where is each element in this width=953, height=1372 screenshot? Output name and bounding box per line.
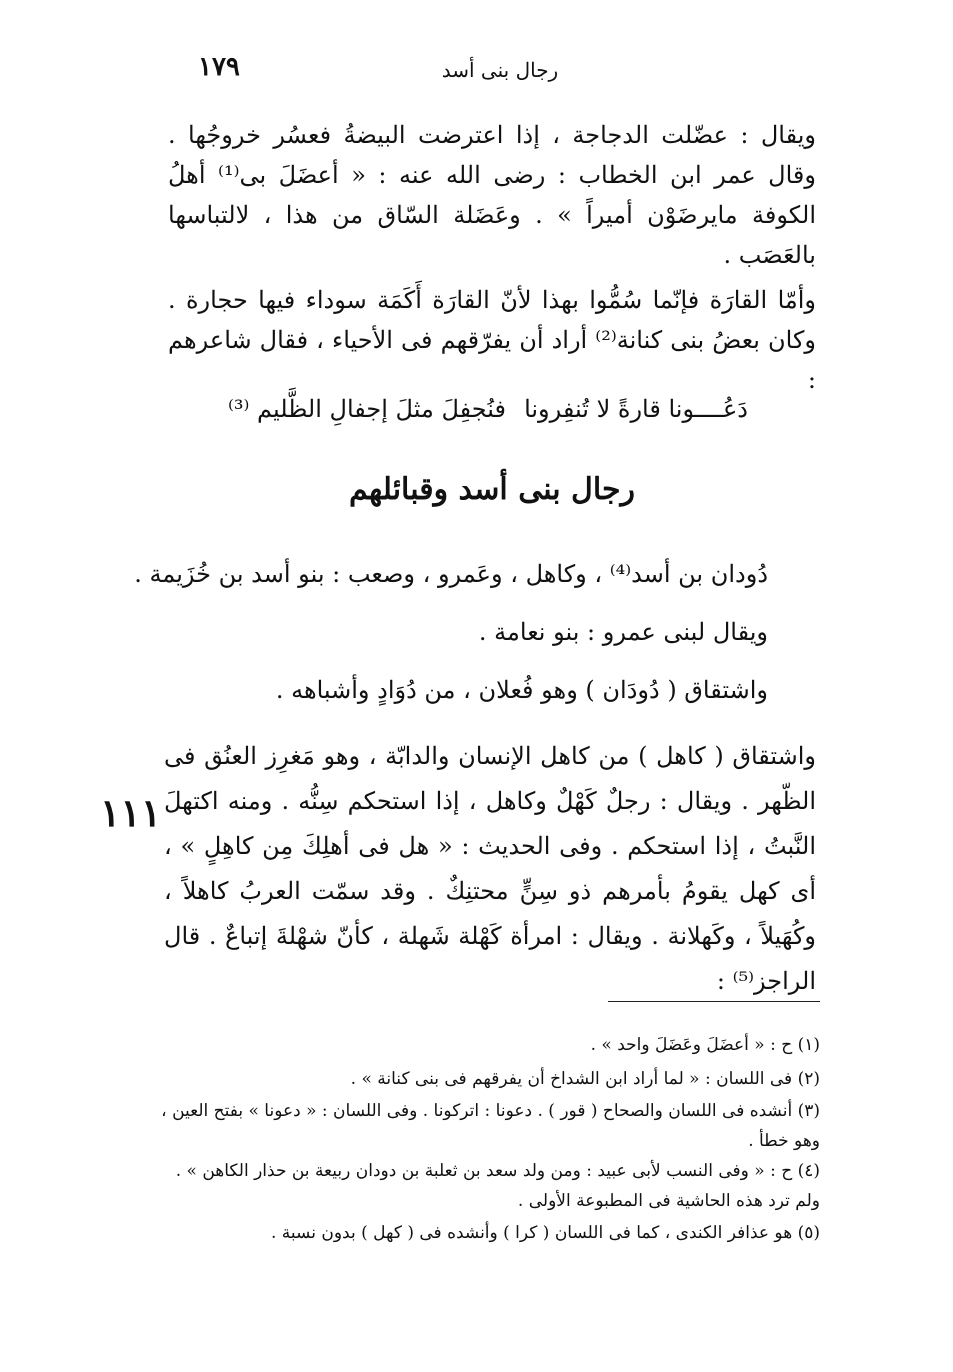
footnote-5: (٥) هو عذافر الكندى ، كما فى اللسان ( كرا ) وأنشده فى ( كهل ) بدون نسبة . (271, 1223, 820, 1243)
footnote-1: (١) ح : « أعضَلَ وعَضَلَ واحد » . (590, 1035, 820, 1055)
paragraph-kahil: واشتقاق ( كاهل ) من كاهل الإنسان والدابّة ، وهو مَغرِز العنُق فى الظّهر . ويقال : رجلٌ كَهْلٌ وكاهل ، إذا استحكم سِنُّه . ومنه اكتهلَ النَّبتُ ، إذا استحكم . وفى الحديث : « هل فى أهلِكَ مِن كاهِلٍ » ، أى كهل يقومُ بأمرهم ذو سِنٍّ محتنِكٌ . وقد سمّت العربُ كاهلاً ، وكُهَيلاً ، وكَهلانة . ويقال : امرأة كَهْلة شَهلة ، كأنّ شهْلةَ إتباعٌ . قال الراجز⁽⁵⁾ : (164, 742, 816, 995)
footnote-separator (608, 1001, 820, 1002)
paragraph-adal: ويقال : عضّلت الدجاجة ، إذا اعترضت البيضةُ فعسُر خروجُها . وقال عمر ابن الخطاب : رضى الله عنه : « أعضَلَ بى⁽¹⁾ أهلُ الكوفة مايرضَوْن أميراً » . وعَضَلة السّاق من هذا ، لالتباسها بالعَصَب . (168, 121, 816, 269)
footnote-3: (٣) أنشده فى اللسان والصحاح ( قور ) . دعونا : اتركونا . وفى اللسان : « دعونا » بفتح العين ، وهو خطأ . (161, 1101, 820, 1151)
verse-second-hemistich: فنُجفِلَ مثلَ إجفالِ الظَّليم ⁽³⁾ (228, 395, 506, 423)
line-bani-amr: ويقال لبنى عمرو : بنو نعامة . (478, 618, 768, 646)
footnote-4: (٤) ح : « وفى النسب لأبى عبيد : ومن ولد سعد بن ثعلبة بن دودان ربيعة بن حذار الكاهن » . ولم ترد هذه الحاشية فى المطبوعة الأولى . (175, 1161, 820, 1211)
paragraph-qara: وأمّا القارَة فإنّما سُمُّوا بهذا لأنّ القارَة أَكَمَة سوداء فيها حجارة . وكان بعضُ بنى كنانة⁽²⁾ أراد أن يفرّقهم فى الأحياء ، فقال شاعرهم : (168, 286, 816, 394)
running-head (180, 52, 820, 92)
poem-verse (228, 395, 748, 439)
section-heading: رجال بنى أسد وقبائلهم (348, 472, 636, 507)
margin-page-number: ١١١ (100, 790, 162, 835)
line-dudan-etymology: واشتقاق ( دُودَان ) وهو فُعلان ، من دُوَادٍ وأشباهه . (275, 676, 768, 704)
footnotes (160, 1028, 820, 1250)
page-number: ١٧٩ (198, 52, 240, 82)
verse-first-hemistich: دَعُــــونا قارةً لا تُنفِرونا (524, 395, 748, 423)
footnote-2: (٢) فى اللسان : « لما أراد ابن الشداخ أن يفرقهم فى بنى كنانة » . (350, 1069, 820, 1089)
line-dudan: دُودان بن أسد⁽⁴⁾ ، وكاهل ، وعَمرو ، وصعب : بنو أسد بن خُزَيمة . (134, 560, 768, 588)
running-head-title: رجال بنى أسد (441, 58, 559, 82)
